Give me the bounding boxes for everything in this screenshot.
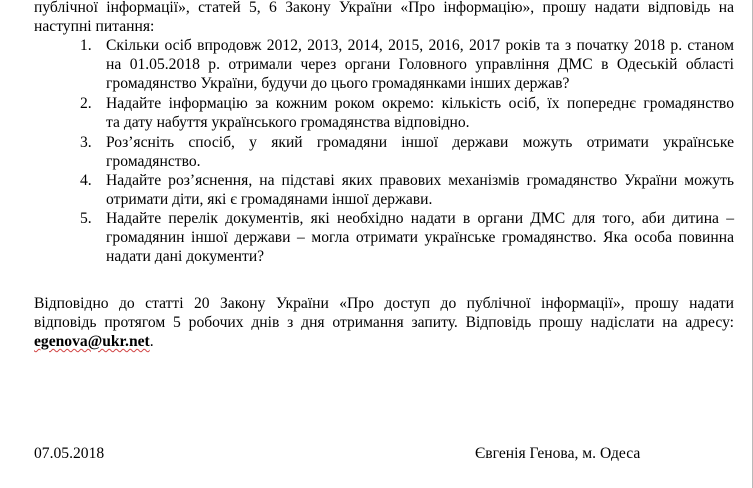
list-item-line: Надайте роз’яснення, на підставі яких правових механізмів громадянство України можуть <box>106 172 734 189</box>
list-item-number: 2. <box>80 95 92 112</box>
document-date: 07.05.2018 <box>34 445 105 462</box>
list-item-line-wrap <box>106 36 734 55</box>
list-item-number: 3. <box>80 134 92 151</box>
list-item-line: отримати діти, які є громадянами іншої держави. <box>106 191 433 208</box>
list-item-line: Скільки осіб впродовж 2012, 2013, 2014, 2015, 2016, 2017 років та з початку 2018 р. станом <box>106 37 734 54</box>
email-suffix: . <box>149 333 154 350</box>
list-item-number: 1. <box>80 37 92 54</box>
closing-line-wrap <box>34 294 734 313</box>
intro-line-1: публічної інформації», статей 5, 6 Закону України «Про інформацію», прошу надати відповідь на <box>34 0 734 16</box>
list-item-line-wrap <box>106 94 734 113</box>
list-item-line-wrap <box>106 209 734 228</box>
email-address: egenova@ukr.net <box>34 333 150 350</box>
list-item-line: Надайте перелік документів, які необхідно надати в органи ДМС для того, аби дитина – <box>106 210 734 227</box>
list-item-number: 4. <box>80 172 92 189</box>
closing-line-wrap <box>34 313 734 332</box>
list-item-line-wrap <box>106 171 734 190</box>
list-item-line: надати дані документи? <box>106 248 265 265</box>
list-item-number: 5. <box>80 210 92 227</box>
list-item-line-wrap <box>106 133 734 152</box>
closing-line-1: Відповідно до статті 20 Закону України «Про доступ до публічної інформації», прошу надати <box>34 295 734 312</box>
list-item-line-wrap <box>106 55 734 74</box>
list-item-line: громадянство України, будучи до цього громадянками інших держав? <box>106 75 570 92</box>
list-item-line: громадянин іншої держави – могла отримати українське громадянство. Яка особа повинна <box>106 229 734 246</box>
closing-line-2: відповідь протягом 5 робочих днів з дня отримання запиту. Відповідь прошу надіслати на адресу: <box>34 314 734 331</box>
list-item-line: та дату набуття українського громадянства відповідно. <box>106 114 470 131</box>
list-item-line-wrap <box>106 228 734 247</box>
intro-line-2: наступні питання: <box>34 18 155 35</box>
list-item-line: громадянство. <box>106 153 201 170</box>
signature: Євгенія Генова, м. Одеса <box>475 445 641 462</box>
list-item-line: Роз’ясніть спосіб, у який громадяни іншої держави можуть отримати українське <box>106 134 734 151</box>
email-line <box>34 332 154 351</box>
list-item-line: Надайте інформацію за кожним роком окремо: кількість осіб, їх попереднє громадянство <box>106 95 734 112</box>
list-item-line: на 01.05.2018 р. отримали через органи Головного управління ДМС в Одеській області <box>106 56 734 73</box>
intro-paragraph <box>34 0 734 17</box>
